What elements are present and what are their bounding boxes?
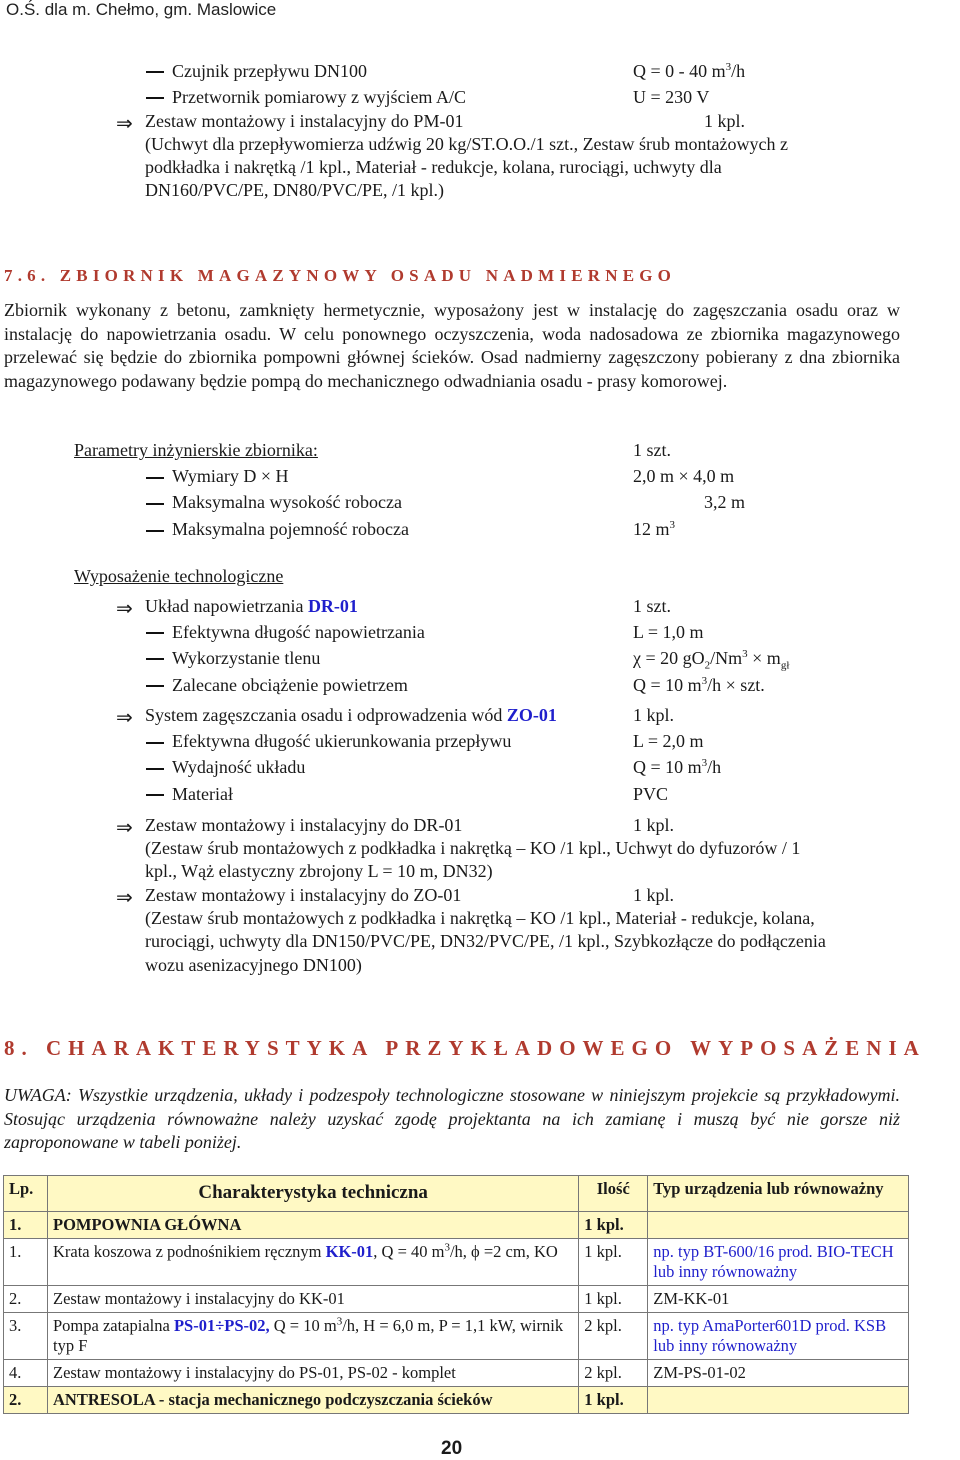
dash-bullet xyxy=(146,97,164,99)
param-label: Wydajność układu xyxy=(172,757,306,777)
item-qty: 1 kpl. xyxy=(633,815,675,835)
section-heading: 7.6. ZBIORNIK MAGAZYNOWY OSADU NADMIERNEGO xyxy=(4,266,677,285)
param-label: Maksymalna wysokość robocza xyxy=(172,492,402,512)
param-value: 3,2 m xyxy=(704,492,746,512)
arrow-icon: ⇒ xyxy=(116,596,133,620)
table-row xyxy=(4,1313,909,1360)
cell-lp: 2. xyxy=(4,1286,48,1313)
cell-type: ZM-PS-01-02 xyxy=(648,1360,909,1387)
item-label: Zestaw montażowy i instalacyjny do ZO-01 xyxy=(145,885,462,905)
cell-qty: 1 kpl. xyxy=(579,1387,648,1414)
param-value: χ = 20 $gO_2/Nm^3 \times m_{gł}$ xyxy=(633,648,790,672)
page-number: 20 xyxy=(441,1438,463,1459)
item-label: System zagęszczania osadu i odprowadzenia wód ZO-01 xyxy=(145,705,557,725)
item-label: Zestaw montażowy i instalacyjny do DR-01 xyxy=(145,815,463,835)
equipment-label: Wyposażenie technologiczne xyxy=(74,566,284,586)
cell-lp: 1. xyxy=(4,1212,48,1239)
table-header-qty: Ilość xyxy=(579,1176,648,1212)
cell-lp: 4. xyxy=(4,1360,48,1387)
item-qty: 1 kpl. xyxy=(633,705,675,725)
cell-lp: 2. xyxy=(4,1387,48,1414)
table-row xyxy=(4,1286,909,1313)
cell-qty: 1 kpl. xyxy=(579,1212,648,1239)
arrow-icon: ⇒ xyxy=(116,111,133,135)
param-value: Q = 10 $m^3/h$ × szt. xyxy=(633,675,765,695)
param-label: Efektywna długość ukierunkowania przepływu xyxy=(172,731,512,751)
dash-bullet xyxy=(146,503,164,505)
item-label: Czujnik przepływu DN100 xyxy=(172,61,367,81)
cell-type: np. typ BT-600/16 prod. BIO-TECH lub inny równoważny xyxy=(648,1239,909,1286)
params-qty: 1 szt. xyxy=(633,440,671,460)
param-label: Materiał xyxy=(172,784,233,804)
table-row xyxy=(4,1387,909,1414)
cell-qty: 1 kpl. xyxy=(579,1286,648,1313)
param-value: 12 $m^3$ xyxy=(633,519,676,539)
param-value: L = 1,0 m xyxy=(633,622,704,642)
dash-bullet xyxy=(146,658,164,660)
arrow-icon: ⇒ xyxy=(116,705,133,729)
dash-bullet xyxy=(146,768,164,770)
cell-char: Krata koszowa z podnośnikiem ręcznym KK-01, Q = 40 $m^3/h$, ϕ =2 cm, KO xyxy=(47,1239,578,1286)
cell-lp: 1. xyxy=(4,1239,48,1286)
cell-type: ZM-KK-01 xyxy=(648,1286,909,1313)
item-detail: (Uchwyt dla przepływomierza udźwig 20 kg/ST.O.O./1 szt., Zestaw śrub montażowych z xyxy=(145,134,788,154)
item-detail: rurociągi, uchwyty dla DN150/PVC/PE, DN32/PVC/PE, /1 kpl., Szybkozłącze do podłączenia xyxy=(145,931,826,951)
item-detail: kpl., Wąż elastyczny zbrojony L = 10 m, DN32) xyxy=(145,861,493,881)
dash-bullet xyxy=(146,742,164,744)
param-label: Wymiary D × H xyxy=(172,466,289,486)
note-paragraph: UWAGA: Wszystkie urządzenia, układy i podzespoły technologiczne stosowane w niniejszym projekcie są przykładowymi. Stosując urządzenia równoważne należy uzyskać zgodę projektanta na ich zamianę i muszą być nie gorsze niż zaproponowane w tabeli poniżej. xyxy=(4,1085,900,1153)
table-row xyxy=(4,1360,909,1387)
cell-lp: 3. xyxy=(4,1313,48,1360)
cell-qty: 2 kpl. xyxy=(579,1313,648,1360)
param-value: Q = 10 $m^3/h$ xyxy=(633,757,722,777)
item-detail: wozu asenizacyjnego DN100) xyxy=(145,955,362,975)
cell-char: Zestaw montażowy i instalacyjny do KK-01 xyxy=(47,1286,578,1313)
section-heading: 8. CHARAKTERYSTYKA PRZYKŁADOWEGO WYPOSAŻENIA xyxy=(4,1036,926,1060)
dash-bullet xyxy=(146,632,164,634)
cell-type xyxy=(648,1387,909,1414)
param-value: 2,0 m × 4,0 m xyxy=(633,466,735,486)
item-label: Zestaw montażowy i instalacyjny do PM-01 xyxy=(145,111,464,131)
param-label: Efektywna długość napowietrzania xyxy=(172,622,425,642)
cell-char: Zestaw montażowy i instalacyjny do PS-01, PS-02 - komplet xyxy=(47,1360,578,1387)
item-detail: (Zestaw śrub montażowych z podkładka i nakrętką – KO /1 kpl., Materiał - redukcje, kolana, xyxy=(145,908,815,928)
item-detail: podkładka i nakrętką /1 kpl., Materiał - redukcje, kolana, rurociągi, uchwyty dla xyxy=(145,157,722,177)
table-header-type: Typ urządzenia lub równoważny xyxy=(648,1176,909,1212)
item-value: Q = 0 - 40 $m^3/h$ xyxy=(633,61,746,81)
cell-type: np. typ AmaPorter601D prod. KSB lub inny równoważny xyxy=(648,1313,909,1360)
cell-qty: 1 kpl. xyxy=(579,1239,648,1286)
item-detail: (Zestaw śrub montażowych z podkładka i nakrętką – KO /1 kpl., Uchwyt do dyfuzorów / 1 xyxy=(145,838,801,858)
cell-char: POMPOWNIA GŁÓWNA xyxy=(47,1212,578,1239)
dash-bullet xyxy=(146,71,164,73)
cell-char: ANTRESOLA - stacja mechanicznego podczyszczania ścieków xyxy=(47,1387,578,1414)
item-qty: 1 kpl. xyxy=(633,885,675,905)
param-label: Zalecane obciążenie powietrzem xyxy=(172,675,408,695)
param-label: Maksymalna pojemność robocza xyxy=(172,519,409,539)
table-row xyxy=(4,1212,909,1239)
cell-qty: 2 kpl. xyxy=(579,1360,648,1387)
section-paragraph: Zbiornik wykonany z betonu, zamknięty hermetycznie, wyposażony jest w instalację do zagęszczania osadu oraz w instalację do napowietrzania osadu. W celu ponownego oczyszczenia, woda nadosadowa ze zbiornika magazynowego przelewać się będzie do zbiornika pompowni głównej ścieków. Osad nadmierny zagęszczony pobierany z dna zbiornika magazynowego podawany będzie pompą do mechanicznego odwadniania osadu - prasy komorowej. xyxy=(4,300,900,391)
item-label: Układ napowietrzania DR-01 xyxy=(145,596,358,616)
table-header-char: Charakterystyka techniczna xyxy=(47,1176,578,1212)
dash-bullet xyxy=(146,794,164,796)
page-header: O.Ś. dla m. Chełmo, gm. Maslowice xyxy=(6,0,277,19)
arrow-icon: ⇒ xyxy=(116,815,133,839)
dash-bullet xyxy=(146,685,164,687)
dash-bullet xyxy=(146,477,164,479)
cell-char: Pompa zatapialna PS-01÷PS-02, Q = 10 $m^3/h$, H = 6,0 m, P = 1,1 kW, wirnik typ F xyxy=(47,1313,578,1360)
equipment-table xyxy=(3,1175,909,1414)
param-label: Wykorzystanie tlenu xyxy=(172,648,321,668)
table-header-lp: Lp. xyxy=(4,1176,48,1212)
table-row xyxy=(4,1239,909,1286)
item-value: U = 230 V xyxy=(633,87,710,107)
dash-bullet xyxy=(146,530,164,532)
item-qty: 1 szt. xyxy=(633,596,671,616)
cell-type xyxy=(648,1212,909,1239)
param-value: L = 2,0 m xyxy=(633,731,704,751)
item-detail: DN160/PVC/PE, DN80/PVC/PE, /1 kpl.) xyxy=(145,180,445,200)
param-value: PVC xyxy=(633,784,669,804)
arrow-icon: ⇒ xyxy=(116,885,133,909)
item-label: Przetwornik pomiarowy z wyjściem A/C xyxy=(172,87,466,107)
item-qty: 1 kpl. xyxy=(704,111,746,131)
params-label: Parametry inżynierskie zbiornika: xyxy=(74,440,318,460)
